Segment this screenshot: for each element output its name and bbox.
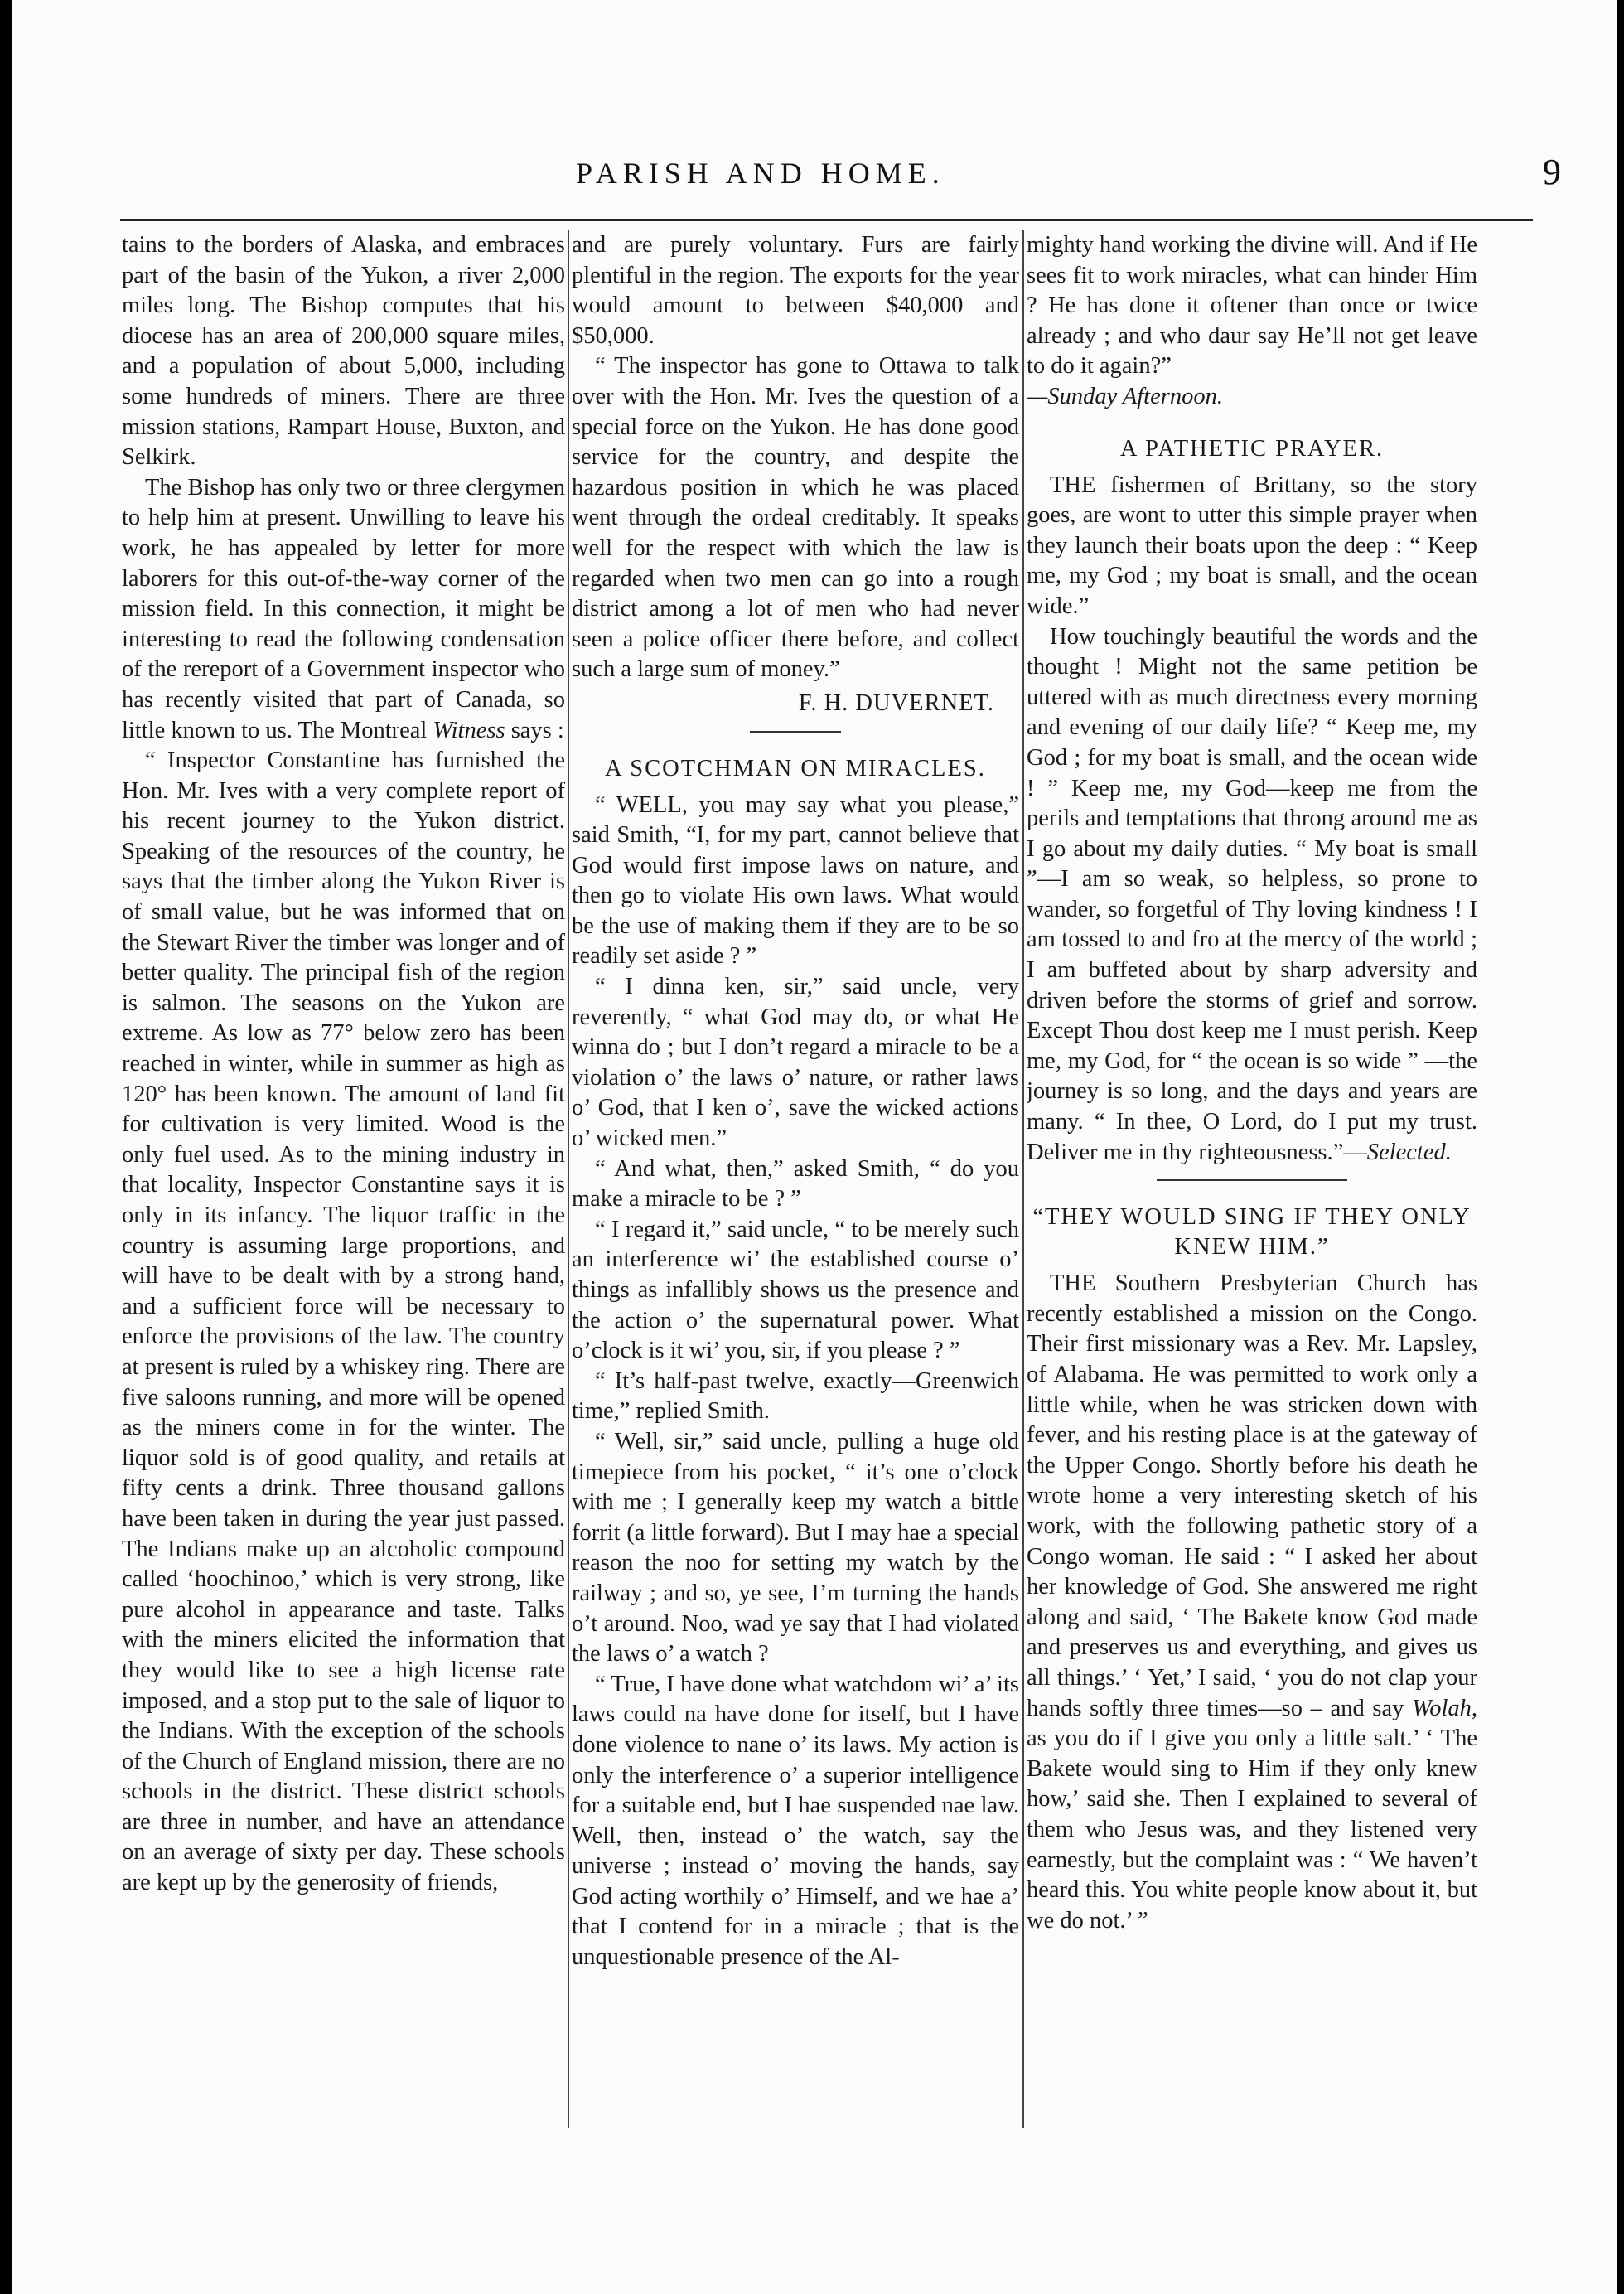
- paragraph-text: you may say what you please,” said Smith, “I, for my part, cannot believe that God would first impose laws on nature, and then go to violate His own laws. What would be the use of making them if they are to be so readily set aside ? ”: [572, 791, 1019, 970]
- paragraph-text: How touchingly beautiful the words and the thought ! Might not the same petition be uttered with as much directness every morning and evening of our daily life? “ Keep me, my God ; for my boat is small, and the ocean wide ! ” Keep me, my God—keep me from the perils and temptations that throng around me as I go about my daily duties. “ My boat is small ”—I am so weak, so helpless, so prone to wander, so forgetful of Thy loving kindness ! I am tossed to and fro at the mercy of the world ; I am buffeted about by sharp adversity and driven before the storms of grief and sorrow. Except Thou dost keep me I must perish. Keep me, my God, for “ the ocean is so wide ” —the journey is so long, and the days and years are many. “ In thee, O Lord, do I put my trust. Deliver me in thy righteousness.”—: [1027, 623, 1477, 1165]
- column-3: [1027, 230, 1477, 2128]
- source-text: Selected.: [1366, 1139, 1452, 1165]
- source-text: —Sunday Afternoon.: [1027, 383, 1223, 409]
- lead-word: “ WELL,: [595, 791, 688, 818]
- paragraph-text: as you do if I give you only a little salt.’ ‘ The Bakete would sing to Him if they only knew how,’ said she. Then I explained to several of them who Jesus was, and they listened very earnestly, but the complaint was : “ We haven’t heard this. You white people know about it, but we do not.’ ”: [1027, 1725, 1477, 1933]
- running-title: PARISH AND HOME.: [576, 157, 945, 190]
- paragraph-text: says :: [505, 717, 564, 743]
- article-heading: A PATHETIC PRAYER.: [1119, 435, 1385, 462]
- column-divider: [568, 230, 569, 2128]
- paragraph: [1027, 1269, 1477, 1936]
- column-divider: [1022, 230, 1024, 2128]
- lead-word: THE: [1050, 1270, 1096, 1297]
- newspaper-page: [12, 0, 1617, 2294]
- page-number: 9: [1543, 152, 1561, 192]
- paragraph: “ And what, then,” asked Smith, “ do you make a miracle to be ? ”: [572, 1155, 1019, 1212]
- paragraph-text: fishermen of Brittany, so the story goes, are wont to utter this simple prayer when they launch their boats upon the deep : “ Keep me, my God ; my boat is small, and the ocean wide.”: [1027, 472, 1477, 619]
- paragraph: [1027, 471, 1477, 622]
- paragraph: “ I regard it,” said uncle, “ to be merely such an interference wi’ the established course o’ things as infallibly shows us the presence and the action o’ the supernatural power. What o’clock is it wi’ you, sir, if you please ? ”: [572, 1216, 1019, 1364]
- section-rule: [750, 731, 841, 733]
- paragraph: “ Well, sir,” said uncle, pulling a huge old timepiece from his pocket, “ it’s one o’clock with me ; I generally keep my watch a bittle forrit (a little forward). But I may hae a special reason the noo for setting my watch by the railway ; and so, ye see, I’m turning the hands o’t around. Noo, wad ye say that I had violated the laws o’ a watch ?: [572, 1428, 1019, 1667]
- paragraph: “ True, I have done what watchdom wi’ a’ its laws could na have done for itself, but I have done violence to nane o’ its laws. My action is only the interference o’ a superior intelligence for a suitable end, but I hae suspended nae law. Well, then, instead o’ the watch, say the universe ; instead o’ moving the hands, say God acting worthily o’ Himself, and we hae a’ that I contend for in a miracle ; that is the unquestionable presence of the Al-: [572, 1671, 1019, 1971]
- article-heading: A SCOTCHMAN ON MIRACLES.: [605, 755, 986, 782]
- italic-word: Wolah,: [1412, 1695, 1477, 1721]
- column-1: [122, 230, 565, 2128]
- paragraph: [1027, 622, 1477, 1169]
- paragraph: mighty hand working the divine will. And if He sees fit to work miracles, what can hinder Him ? He has done it oftener than once or twice already ; and who daur say He’ll not get leave to do it again?”: [1027, 232, 1477, 380]
- source-credit: [1027, 382, 1477, 413]
- lead-word: THE: [1050, 472, 1096, 498]
- article-heading: “THEY WOULD SING IF THEY ONLY KNEW HIM.”: [1032, 1204, 1472, 1261]
- column-2: [572, 230, 1019, 2128]
- paragraph: “ Inspector Constantine has furnished the Hon. Mr. Ives with a very complete report of his recent journey to the Yukon district. Speaking of the resources of the country, he says that the timber along the Yukon River is of small value, but he was informed that on the Stewart River the timber was longer and of better quality. The principal fish of the region is salmon. The seasons on the Yukon are extreme. As low as 77° below zero has been reached in winter, while in summer as high as 120° has been known. The amount of land fit for cultivation is very limited. Wood is the only fuel used. As to the mining industry in that locality, Inspector Constantine says it is only in its infancy. The liquor traffic in the country is assuming large proportions, and will have to be dealt with by a strong hand, and a sufficient force will be necessary to enforce the provisions of the law. The country at present is ruled by a whiskey ring. There are five saloons running, and more will be opened as the miners come in for the winter. The liquor sold is of good quality, and retails at fifty cents a drink. Three thousand gallons have been taken in during the year just passed. The Indians make up an alcoholic compound called ‘hoochinoo,’ which is very strong, like pure alcohol in appearance and taste. Talks with the miners elicited the information that they would like to see a high license rate imposed, and a stop put to the sale of liquor to the Indians. With the exception of the schools of the Church of England mission, there are no schools in the district. These district schools are three in number, and have an attendance on an average of sixty per day. These schools are kept up by the generosity of friends,: [122, 748, 565, 1896]
- paragraph: “ I dinna ken, sir,” said uncle, very reverently, “ what God may do, or what He winna do ; but I don’t regard a miracle to be a violation o’ the laws o’ nature, or rather laws o’ God, that I ken o’, save the wicked actions o’ wicked men.”: [572, 974, 1019, 1152]
- publication-name: Witness: [433, 717, 505, 743]
- page-header: [12, 148, 1617, 197]
- paragraph: tains to the borders of Alaska, and embraces part of the basin of the Yukon, a river 2,000 miles long. The Bishop computes that his diocese has an area of 200,000 square miles, and a population of about 5,000, including some hundreds of miners. There are three mission stations, Rampart House, Buxton, and Selkirk.: [122, 232, 565, 471]
- paragraph-text: The Bishop has only two or three clergymen to help him at present. Unwilling to leave his work, he has appealed by letter for more laborers for this out-of-the-way corner of the mission field. In this connection, it might be interesting to read the following condensation of the rereport of a Government inspector who has recently visited that part of Canada, so little known to us. The Montreal: [122, 474, 565, 743]
- scan-edge: [0, 0, 12, 2294]
- header-rule: [120, 219, 1533, 221]
- section-rule: [1157, 1179, 1347, 1181]
- paragraph: and are purely voluntary. Furs are fairly plentiful in the region. The exports for the year would amount to between $40,000 and $50,000.: [572, 232, 1019, 349]
- paragraph: [122, 473, 565, 746]
- paragraph: [572, 791, 1019, 973]
- author-signature: F. H. DUVERNET.: [798, 690, 994, 716]
- paragraph: “ The inspector has gone to Ottawa to talk over with the Hon. Mr. Ives the question of a special force on the Yukon. He has done good service for the country, and despite the hazardous position in which he was placed went through the ordeal creditably. It speaks well for the respect with which the law is regarded when two men can go into a rough district among a lot of men who had never seen a police officer there before, and collect such a large sum of money.”: [572, 353, 1019, 683]
- paragraph: “ It’s half-past twelve, exactly—Greenwich time,” replied Smith.: [572, 1367, 1019, 1425]
- paragraph-text: Southern Presbyterian Church has recently established a mission on the Congo. Their first missionary was a Rev. Mr. Lapsley, of Alabama. He was permitted to work only a little while, when he was stricken down with fever, and his resting place is at the gateway of the Upper Congo. Shortly before his death he wrote home a very interesting sketch of his work, with the following pathetic story of a Congo woman. He said : “ I asked her about her knowledge of God. She answered me right along and said, ‘ The Bakete know God made and preserves us and everything, and gives us all things.’ ‘ Yet,’ I said, ‘ you do not clap your hands softly three times—so – and say: [1027, 1270, 1477, 1721]
